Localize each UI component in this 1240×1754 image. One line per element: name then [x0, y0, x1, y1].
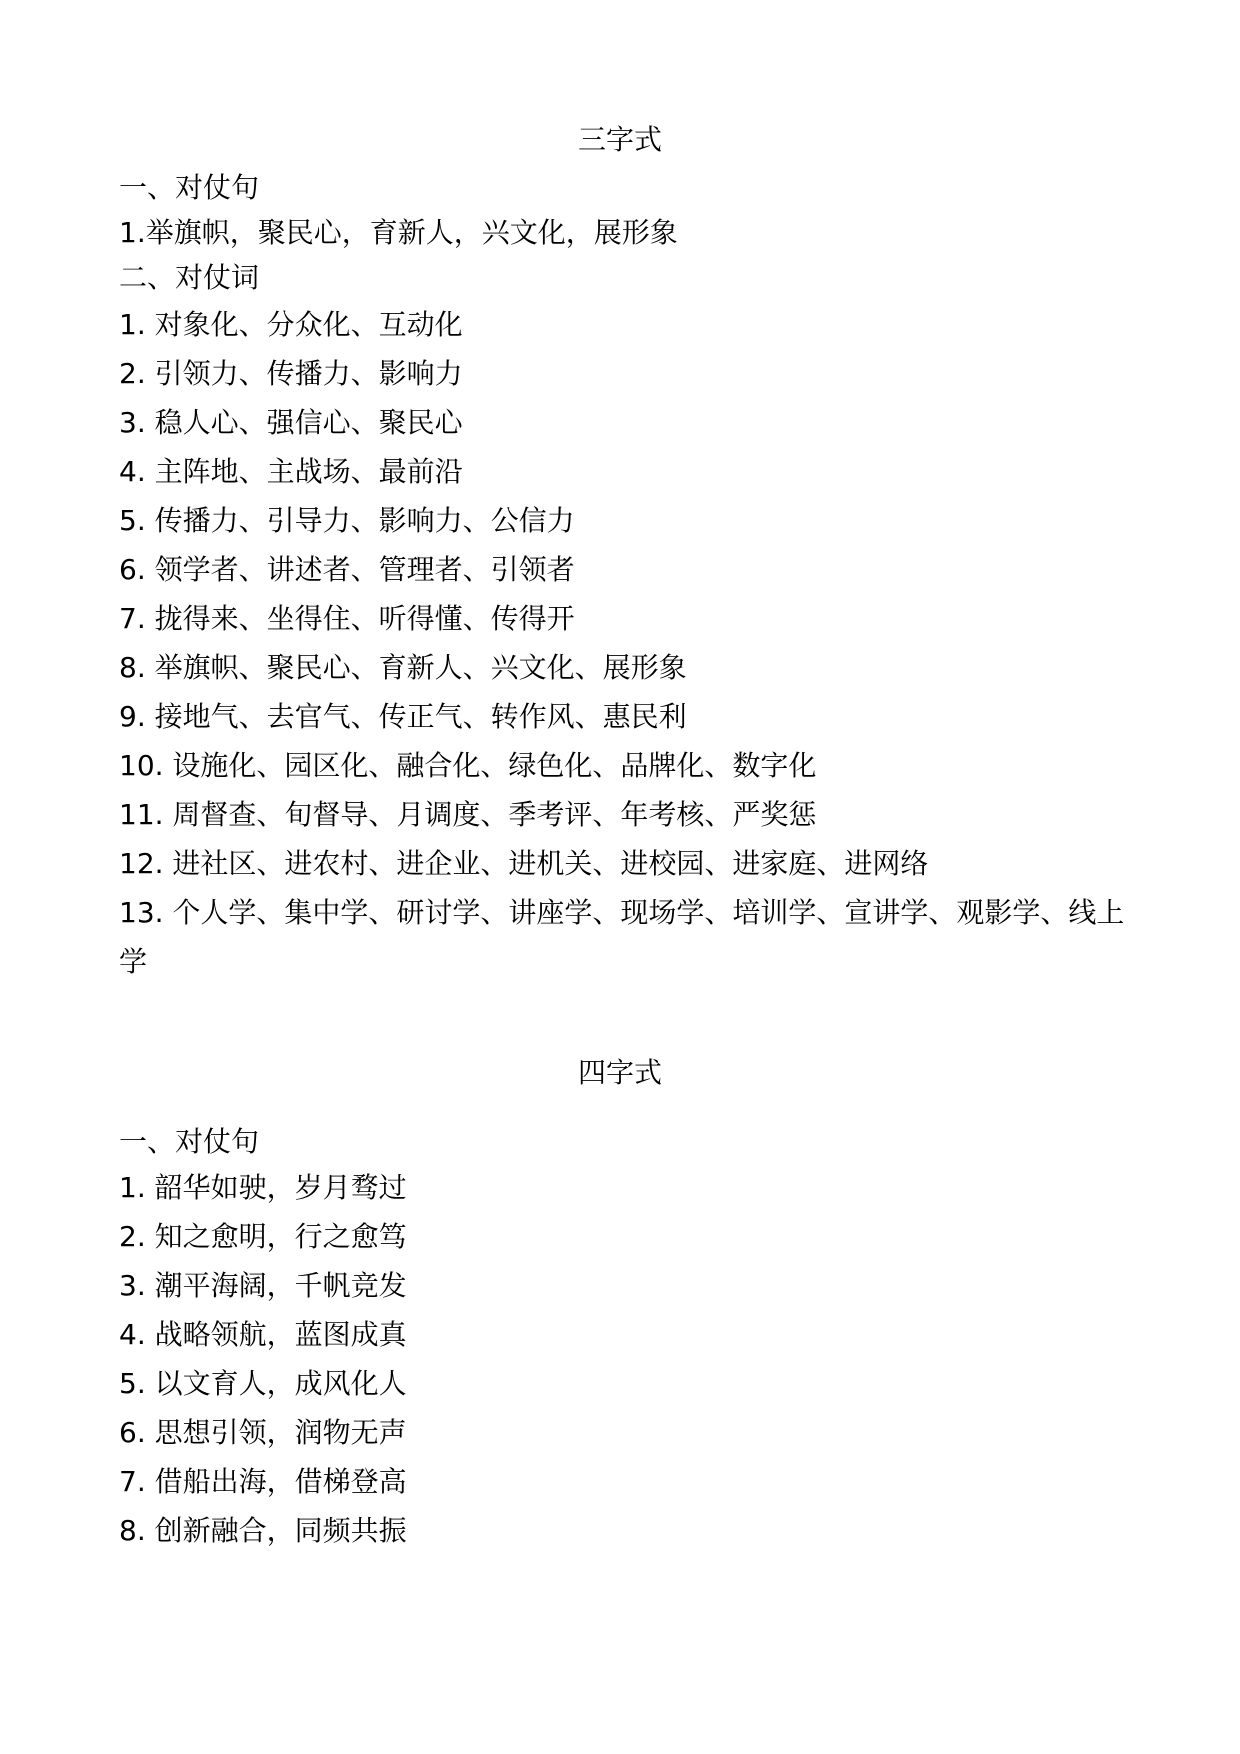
list-item: 7. 借船出海，借梯登高 [119, 1465, 407, 1498]
list-item: 6. 领学者、讲述者、管理者、引领者 [119, 553, 575, 586]
list-item: 5. 传播力、引导力、影响力、公信力 [119, 504, 575, 537]
list-item: 6. 思想引领，润物无声 [119, 1416, 407, 1449]
list-item: 4. 战略领航，蓝图成真 [119, 1318, 407, 1351]
heading-parallel-words: 二、对仗词 [119, 261, 260, 294]
list-item: 10. 设施化、园区化、融合化、绿色化、品牌化、数字化 [119, 749, 817, 782]
list-item: 11. 周督查、旬督导、月调度、季考评、年考核、严奖惩 [119, 798, 817, 831]
list-item: 12. 进社区、进农村、进企业、进机关、进校园、进家庭、进网络 [119, 847, 929, 880]
list-item: 5. 以文育人，成风化人 [119, 1367, 407, 1400]
list-item: 13. 个人学、集中学、研讨学、讲座学、现场学、培训学、宣讲学、观影学、线上学 [119, 896, 1125, 978]
heading-parallel-sentences: 一、对仗句 [119, 1125, 260, 1158]
section-title-three-char: 三字式 [577, 123, 662, 156]
section-title-four-char: 四字式 [577, 1056, 662, 1089]
list-item: 1. 韶华如驶，岁月骛过 [119, 1171, 407, 1204]
heading-parallel-sentences: 一、对仗句 [119, 171, 260, 204]
list-item: 9. 接地气、去官气、传正气、转作风、惠民利 [119, 700, 687, 733]
parallel-sentence: 1.举旗帜，聚民心，育新人，兴文化，展形象 [119, 216, 678, 249]
list-item: 3. 潮平海阔，千帆竞发 [119, 1269, 407, 1302]
list-item: 2. 引领力、传播力、影响力 [119, 357, 463, 390]
list-item: 1. 对象化、分众化、互动化 [119, 308, 463, 341]
list-item: 8. 举旗帜、聚民心、育新人、兴文化、展形象 [119, 651, 687, 684]
list-item: 3. 稳人心、强信心、聚民心 [119, 406, 463, 439]
list-item: 8. 创新融合，同频共振 [119, 1514, 407, 1547]
list-item: 4. 主阵地、主战场、最前沿 [119, 455, 463, 488]
list-item: 7. 拢得来、坐得住、听得懂、传得开 [119, 602, 575, 635]
list-item: 2. 知之愈明，行之愈笃 [119, 1220, 407, 1253]
